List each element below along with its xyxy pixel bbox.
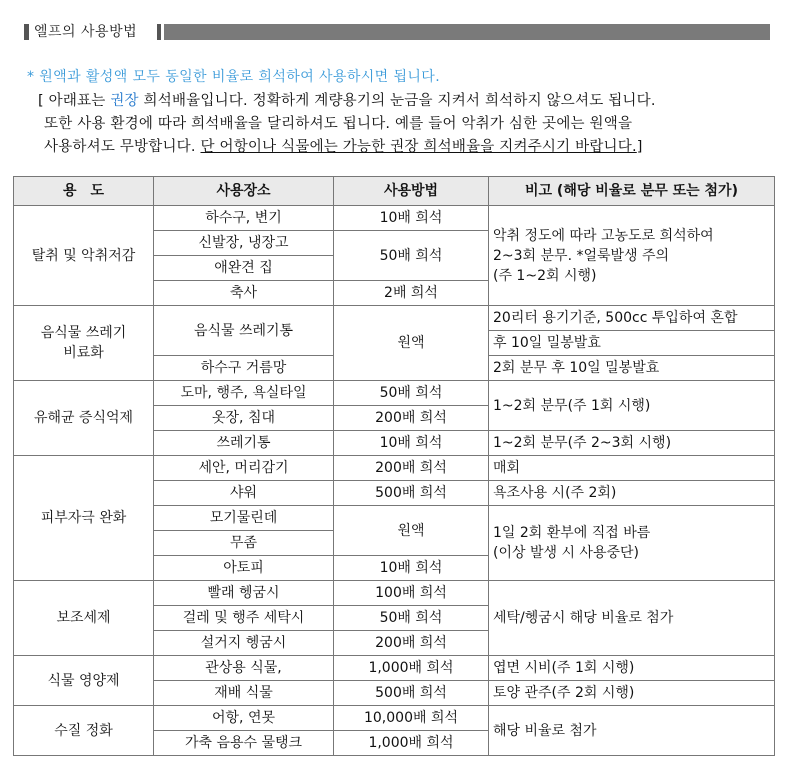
table-row xyxy=(14,381,775,406)
table-row xyxy=(14,206,775,231)
table-cell: 희석배율입니다. 정확하게 계량용기의 눈금을 지켜서 희석하지 않으셔도 됩니다. xyxy=(138,93,656,109)
table-cell: 엽면 시비(주 1회 시행) xyxy=(489,656,775,681)
table-cell: 세안, 머리감기 xyxy=(154,456,334,481)
table-cell: 음식물 쓰레기통 xyxy=(154,306,334,356)
table-cell: 해당 비율로 첨가 xyxy=(489,706,775,756)
table-cell: 모기물린데 xyxy=(154,506,334,531)
use-cell: 유해균 증식억제 xyxy=(14,381,154,456)
use-cell: 보조세제 xyxy=(14,581,154,656)
table-cell: 비료화 xyxy=(63,345,104,361)
table-cell: 200배 희석 xyxy=(334,631,489,656)
table-cell: 걸레 및 행주 세탁시 xyxy=(154,606,334,631)
table-cell: (주 1~2회 시행) xyxy=(493,267,597,284)
col-header-method: 사용방법 xyxy=(334,177,489,206)
use-cell: 피부자극 완화 xyxy=(14,456,154,581)
table-cell: 후 10일 밀봉발효 xyxy=(489,331,775,356)
table-cell: 200배 희석 xyxy=(334,406,489,431)
table-cell xyxy=(489,506,775,581)
table-cell: 100배 희석 xyxy=(334,581,489,606)
table-cell: [ 아래표는 xyxy=(38,93,111,109)
table-cell: 설거지 헹굼시 xyxy=(154,631,334,656)
table-cell: 1~2회 분무(주 1회 시행) xyxy=(489,381,775,431)
table-cell: 매회 xyxy=(489,456,775,481)
table-cell: 아토피 xyxy=(154,556,334,581)
table-cell: 사용하셔도 무방합니다. xyxy=(44,139,201,155)
table-cell: 세탁/헹굼시 해당 비율로 첨가 xyxy=(489,581,775,656)
intro-line-3 xyxy=(38,136,778,159)
col-header-place: 사용장소 xyxy=(154,177,334,206)
table-cell: 욕조사용 시(주 2회) xyxy=(489,481,775,506)
table-cell: 50배 희석 xyxy=(334,231,489,281)
note-cell xyxy=(489,206,775,306)
table-cell: 2배 희석 xyxy=(334,281,489,306)
table-cell: 원액 xyxy=(334,306,489,381)
col-header-use: 용 도 xyxy=(14,177,154,206)
table-cell: 토양 관주(주 2회 시행) xyxy=(489,681,775,706)
table-cell: 빨래 헹굼시 xyxy=(154,581,334,606)
table-row xyxy=(14,706,775,731)
intro-line-1 xyxy=(38,90,778,113)
header-bar xyxy=(164,24,770,40)
table-cell: 샤워 xyxy=(154,481,334,506)
dilution-table xyxy=(13,176,775,756)
table-cell: 20리터 용기기준, 500cc 투입하여 혼합 xyxy=(489,306,775,331)
table-cell: 10,000배 희석 xyxy=(334,706,489,731)
table-cell: 10배 희석 xyxy=(334,556,489,581)
table-row xyxy=(14,456,775,481)
section-title: 엘프의 사용방법 xyxy=(34,24,138,40)
use-cell: 탈취 및 악취저감 xyxy=(14,206,154,306)
highlight-recommended: 권장 xyxy=(110,93,139,109)
intro-line-2: 또한 사용 환경에 따라 희석배율을 달리하셔도 됩니다. 예를 들어 악취가 심한 곳에는 원액을 xyxy=(44,116,633,132)
table-cell: 옷장, 침대 xyxy=(154,406,334,431)
table-cell: 관상용 식물, xyxy=(154,656,334,681)
underlined-warning: 단 어항이나 식물에는 가능한 권장 희석배율을 지켜주시기 바랍니다. xyxy=(200,139,637,155)
table-cell: 가축 음용수 물탱크 xyxy=(154,731,334,756)
table-cell: 10배 희석 xyxy=(334,431,489,456)
table-row xyxy=(14,581,775,606)
intro-paragraph xyxy=(38,90,778,159)
table-row xyxy=(14,656,775,681)
table-header-row xyxy=(14,177,775,206)
table-cell: 축사 xyxy=(154,281,334,306)
table-cell: 500배 희석 xyxy=(334,481,489,506)
table-cell: 500배 희석 xyxy=(334,681,489,706)
table-cell: 1,000배 희석 xyxy=(334,656,489,681)
table-cell: 1,000배 희석 xyxy=(334,731,489,756)
section-header xyxy=(24,24,770,40)
dilution-note: * 원액과 활성액 모두 동일한 비율로 희석하여 사용하시면 됩니다. xyxy=(27,69,441,85)
table-cell: 신발장, 냉장고 xyxy=(154,231,334,256)
header-marker-2 xyxy=(157,24,161,40)
table-cell: 어항, 연못 xyxy=(154,706,334,731)
table-cell: 200배 희석 xyxy=(334,456,489,481)
table-cell: 하수구, 변기 xyxy=(154,206,334,231)
table-cell: 2회 분무 후 10일 밀봉발효 xyxy=(489,356,775,381)
table-cell: 50배 희석 xyxy=(334,606,489,631)
table-cell: ] xyxy=(636,139,643,155)
table-cell: 음식물 쓰레기 xyxy=(40,325,127,341)
table-cell: 2~3회 분무. *얼룩발생 주의 xyxy=(493,247,670,264)
use-cell: 식물 영양제 xyxy=(14,656,154,706)
table-cell: 무좀 xyxy=(154,531,334,556)
col-header-note: 비고 (해당 비율로 분무 또는 첨가) xyxy=(489,177,775,206)
table-cell: 1일 2회 환부에 직접 바름 xyxy=(493,525,651,541)
table-cell: 1~2회 분무(주 2~3회 시행) xyxy=(489,431,775,456)
table-cell: 쓰레기통 xyxy=(154,431,334,456)
table-cell: 애완견 집 xyxy=(154,256,334,281)
table-cell: 악취 정도에 따라 고농도로 희석하여 xyxy=(493,227,714,244)
use-cell: 수질 정화 xyxy=(14,706,154,756)
table-cell: (이상 발생 시 사용중단) xyxy=(493,545,639,561)
table-cell: 10배 희석 xyxy=(334,206,489,231)
table-cell: 원액 xyxy=(334,506,489,556)
use-cell xyxy=(14,306,154,381)
table-cell: 도마, 행주, 욕실타일 xyxy=(154,381,334,406)
header-marker xyxy=(24,24,29,40)
table-cell: 하수구 거름망 xyxy=(154,356,334,381)
table-row xyxy=(14,306,775,331)
table-cell: 50배 희석 xyxy=(334,381,489,406)
table-cell: 재배 식물 xyxy=(154,681,334,706)
